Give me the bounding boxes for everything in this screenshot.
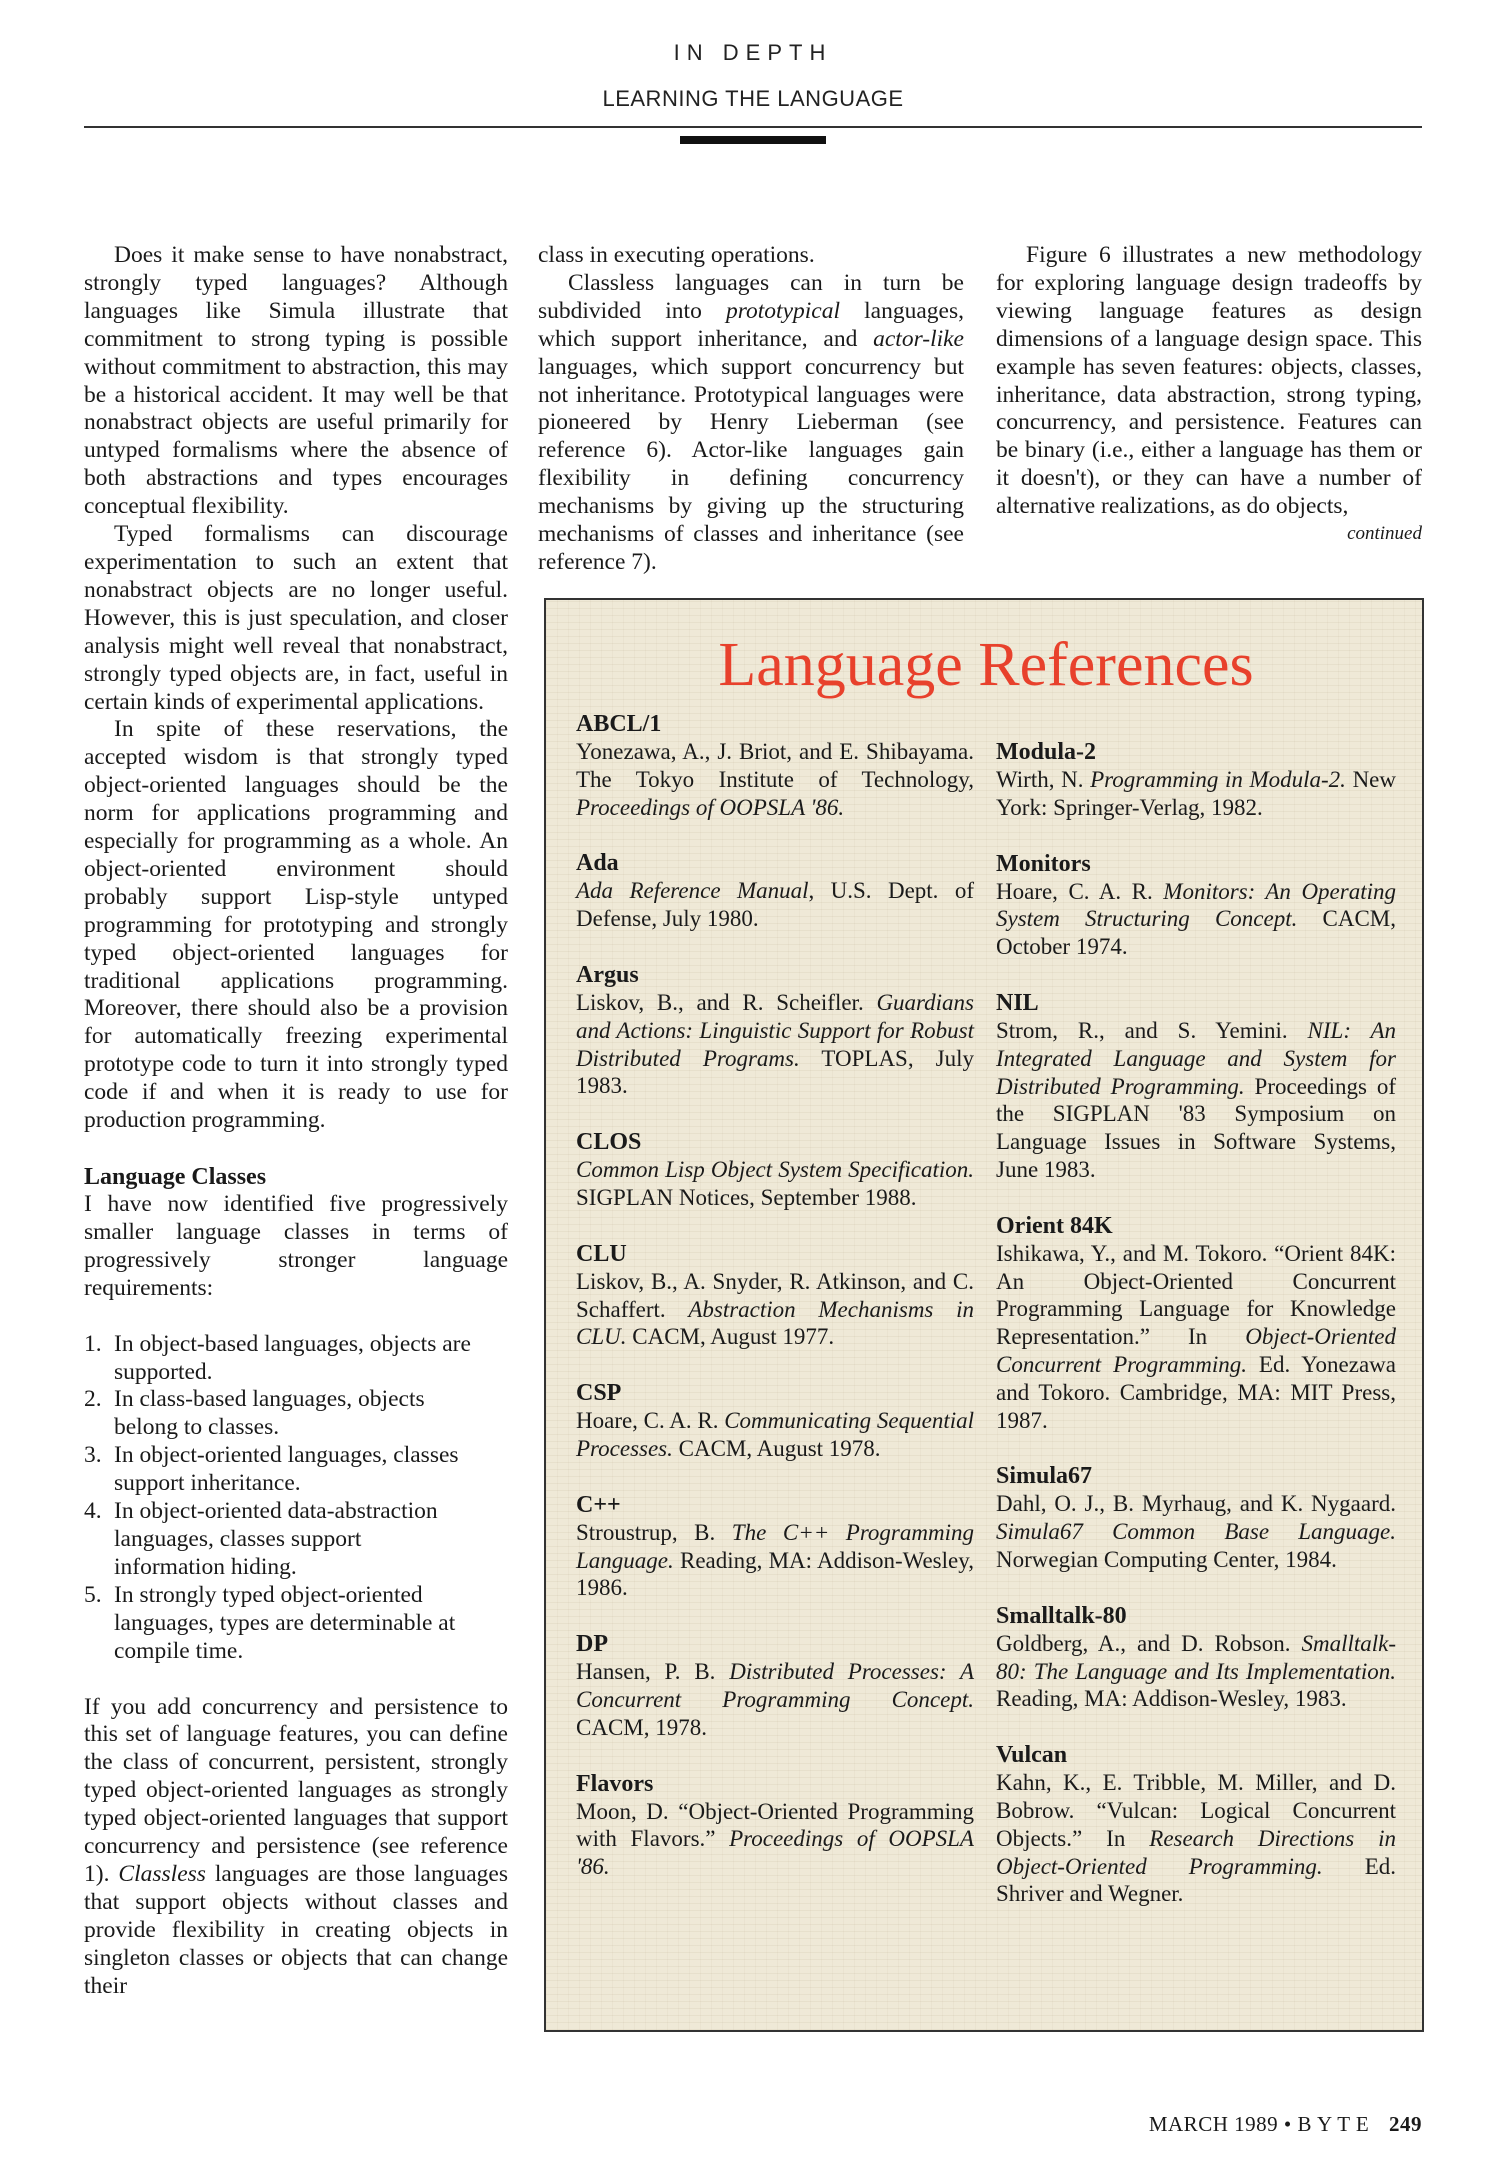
section-kicker: IN DEPTH	[673, 40, 833, 65]
paragraph: class in executing operations.	[538, 242, 815, 268]
article-column-2	[538, 242, 964, 577]
reference-citation: Hoare, C. A. R. Communicating Sequential Processes. CACM, August 1978.	[576, 1408, 974, 1461]
subheading-language-classes: Language Classes	[84, 1164, 267, 1190]
reference-entry	[996, 1741, 1396, 1908]
article-column-1	[84, 242, 508, 2000]
reference-entry	[996, 1212, 1396, 1435]
header-rule	[84, 126, 1422, 128]
reference-entry	[996, 989, 1396, 1184]
reference-citation: Wirth, N. Programming in Modula-2. New York: Springer-Verlag, 1982.	[996, 767, 1396, 820]
list-item: 5. In strongly typed object-oriented languages, types are determinable at compile time.	[84, 1581, 456, 1664]
reference-citation: Yonezawa, A., J. Briot, and E. Shibayama. The Tokyo Institute of Technology, Proceedings of OOPSLA '86.	[576, 739, 974, 820]
footer-separator: •	[1283, 2112, 1292, 2136]
reference-language-name: CSP	[576, 1380, 622, 1407]
reference-entry	[576, 961, 974, 1100]
continued-label: continued	[1347, 523, 1422, 545]
reference-citation: Strom, R., and S. Yemini. NIL: An Integrated Language and System for Distributed Programming. Proceedings of the SIGPLAN '83 Symposium on Language Issues in Software Systems, June 1983.	[996, 1017, 1396, 1182]
reference-language-name: CLOS	[576, 1129, 642, 1156]
reference-entry	[576, 1491, 974, 1602]
reference-citation: Ada Reference Manual, U.S. Dept. of Defense, July 1980.	[576, 878, 974, 932]
section-title: LEARNING THE LANGUAGE	[602, 86, 904, 111]
reference-entry	[996, 850, 1396, 961]
reference-language-name: Monitors	[996, 850, 1091, 877]
language-references-box	[544, 598, 1424, 2032]
reference-citation: Common Lisp Object System Specification. SIGPLAN Notices, September 1988.	[576, 1157, 974, 1210]
reference-language-name: CLU	[576, 1240, 627, 1267]
reference-citation: Stroustrup, B. The C++ Programming Language. Reading, MA: Addison-Wesley, 1986.	[576, 1519, 974, 1601]
reference-entry	[996, 738, 1396, 822]
reference-entry	[576, 1630, 974, 1741]
paragraph: Figure 6 illustrates a new methodology for exploring language design tradeoffs by viewing language features as design dimensions of a language design space. This example has seven features: objects, classes, inheritance, data abstraction, strong typing, concurrency, and persistence. Features can be binary (i.e., either a language has them or it doesn't), or they can have a number of alternative realizations, as do objects,	[996, 242, 1422, 520]
reference-entry	[996, 1602, 1396, 1713]
reference-entry	[996, 1462, 1396, 1573]
references-title: Language References	[718, 631, 1254, 699]
reference-language-name: C++	[576, 1491, 621, 1518]
reference-citation: Ishikawa, Y., and M. Tokoro. “Orient 84K: An Object-Oriented Concurrent Programming Language for Knowledge Representation.” In Object-Oriented Concurrent Programming. Ed. Yonezawa and Tokoro. Cambridge, MA: MIT Press, 1987.	[996, 1240, 1397, 1433]
language-class-list	[84, 1331, 508, 1666]
reference-language-name: Orient 84K	[996, 1212, 1113, 1239]
list-item: 3. In object-oriented languages, classes support inheritance.	[84, 1442, 459, 1497]
list-item: 2. In class-based languages, objects belong to classes.	[84, 1386, 425, 1441]
reference-language-name: DP	[576, 1631, 608, 1658]
reference-language-name: ABCL/1	[576, 711, 662, 737]
reference-entry	[576, 849, 974, 933]
reference-citation: Kahn, K., E. Tribble, M. Miller, and D. Bobrow. “Vulcan: Logical Concurrent Objects.” In Research Directions in Object-Oriented Programming. Ed. Shriver and Wegner.	[996, 1770, 1396, 1907]
page-footer	[1149, 2112, 1422, 2137]
paragraph: I have now identified five progressively smaller language classes in terms of progressively stronger language requirements:	[84, 1191, 508, 1301]
list-item: 4. In object-oriented data-abstraction languages, classes support information hiding.	[84, 1498, 438, 1580]
reference-entry	[576, 1128, 974, 1212]
reference-entry	[576, 1240, 974, 1351]
magazine-name: B Y T E	[1297, 2112, 1370, 2136]
reference-language-name: NIL	[996, 989, 1039, 1016]
references-right-column	[996, 738, 1396, 1936]
paragraph: Classless languages can in turn be subdivided into prototypical languages, which support inheritance, and actor-like languages, which support concurrency but not inheritance. Prototypical languages were pioneered by Henry Lieberman (see reference 6). Actor-like languages gain flexibility in defining concurrency mechanisms by giving up the structuring mechanisms of classes and inheritance (see reference 7).	[538, 269, 964, 575]
article-column-3	[996, 242, 1422, 547]
reference-entry	[576, 710, 974, 821]
reference-citation: Hoare, C. A. R. Monitors: An Operating System Structuring Concept. CACM, October 1974.	[996, 878, 1397, 960]
reference-citation: Hansen, P. B. Distributed Processes: A Concurrent Programming Concept. CACM, 1978.	[576, 1659, 974, 1740]
reference-citation: Goldberg, A., and D. Robson. Smalltalk-80: The Language and Its Implementation. Reading, MA: Addison-Wesley, 1983.	[996, 1630, 1396, 1712]
reference-language-name: Ada	[576, 850, 619, 877]
list-item: 1. In object-based languages, objects are supported.	[84, 1330, 471, 1385]
reference-language-name: Modula-2	[996, 739, 1097, 765]
header-rule-bar	[680, 136, 826, 144]
reference-entry	[576, 1770, 974, 1881]
reference-citation: Liskov, B., and R. Scheifler. Guardians and Actions: Linguistic Support for Robust Distributed Programs. TOPLAS, July 1983.	[576, 989, 974, 1099]
issue-date: MARCH 1989	[1148, 2112, 1279, 2136]
reference-citation: Dahl, O. J., B. Myrhaug, and K. Nygaard. Simula67 Common Base Language. Norwegian Computing Center, 1984.	[996, 1491, 1396, 1572]
reference-language-name: Argus	[576, 961, 639, 988]
reference-language-name: Vulcan	[996, 1742, 1068, 1769]
references-left-column	[576, 710, 974, 1909]
paragraph: If you add concurrency and persistence to this set of language features, you can define the class of concurrent, persistent, strongly typed object-oriented languages as strongly typed object-oriented languages that support concurrency and persistence (see reference 1). Classless languages are those languages that support objects without classes and provide flexibility in creating objects in singleton classes or objects that can change their	[84, 1693, 508, 1999]
reference-language-name: Flavors	[576, 1770, 654, 1797]
paragraph: Does it make sense to have nonabstract, strongly typed languages? Although languages like Simula illustrate that commitment to strong typing is possible without commitment to abstraction, this may be a historical accident. It may well be that nonabstract objects are useful primarily for untyped formalisms where the absence of both abstractions and types encourages conceptual flexibility.	[84, 242, 508, 520]
paragraph: In spite of these reservations, the accepted wisdom is that strongly typed object-oriented languages should be the norm for applications programming and especially for programming as a whole. An object-oriented environment should probably support Lisp-style untyped programming for prototyping and strongly typed object-oriented languages for traditional applications programming. Moreover, there should also be a provision for automatically freezing experimental prototype code to turn it into strongly typed code if and when it is ready to use for production programming.	[84, 716, 508, 1134]
reference-citation: Liskov, B., A. Snyder, R. Atkinson, and C. Schaffert. Abstraction Mechanisms in CLU. CACM, August 1977.	[576, 1268, 974, 1350]
reference-entry	[576, 1379, 974, 1463]
reference-language-name: Smalltalk-80	[996, 1602, 1127, 1629]
paragraph: Typed formalisms can discourage experimentation to such an extent that nonabstract objects are no longer useful. However, this is just speculation, and closer analysis might well reveal that nonabstract, strongly typed objects are, in fact, useful in certain kinds of experimental applications.	[84, 521, 508, 715]
page-number: 249	[1389, 2112, 1422, 2136]
reference-language-name: Simula67	[996, 1463, 1093, 1490]
reference-citation: Moon, D. “Object-Oriented Programming with Flavors.” Proceedings of OOPSLA '86.	[576, 1798, 974, 1880]
